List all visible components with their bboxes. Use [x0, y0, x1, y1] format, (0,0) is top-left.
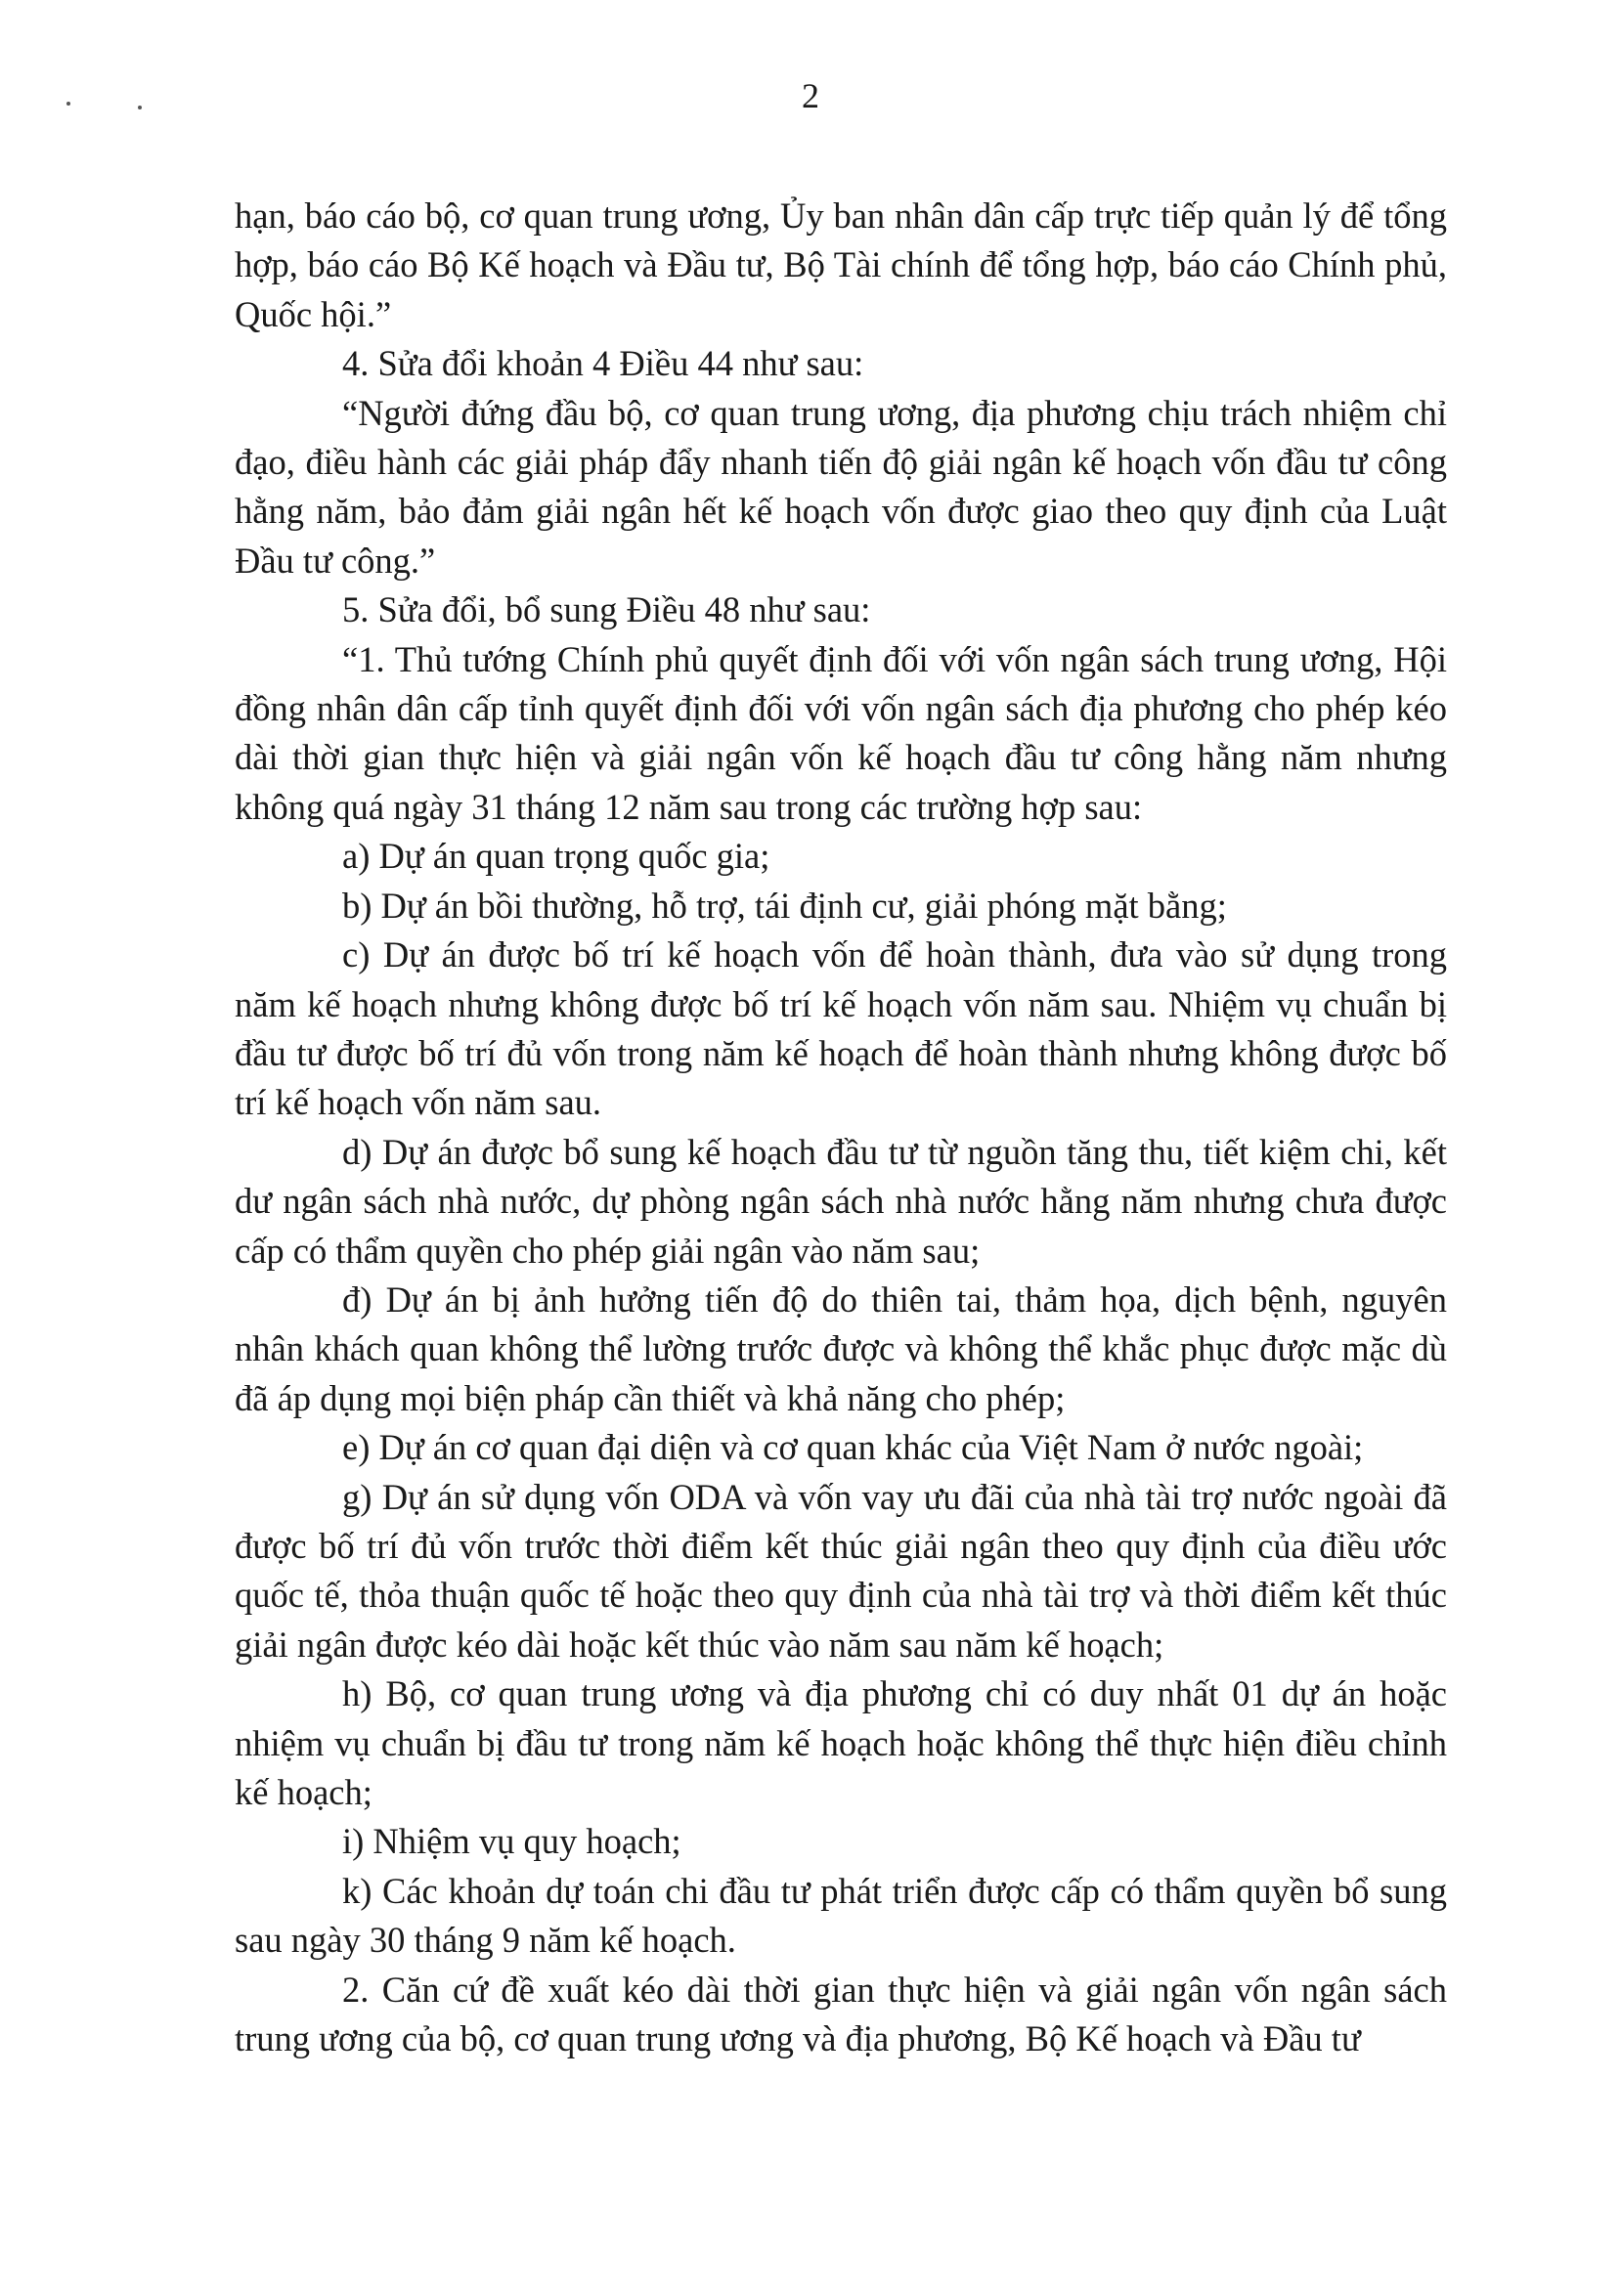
- paragraph: k) Các khoản dự toán chi đầu tư phát triển được cấp có thẩm quyền bổ sung sau ngày 30 tháng 9 năm kế hoạch.: [235, 1870, 1447, 1961]
- scan-speck: [138, 106, 142, 109]
- paragraph: b) Dự án bồi thường, hỗ trợ, tái định cư, giải phóng mặt bằng;: [342, 885, 1227, 926]
- paragraph: đ) Dự án bị ảnh hưởng tiến độ do thiên tai, thảm họa, dịch bệnh, nguyên nhân khách quan không thể lường trước được và không thể khắc phục được mặc dù đã áp dụng mọi biện pháp cần thiết và khả năng cho phép;: [235, 1278, 1447, 1418]
- document-body: [235, 192, 1447, 2063]
- paragraph: g) Dự án sử dụng vốn ODA và vốn vay ưu đãi của nhà tài trợ nước ngoài đã được bố trí đủ vốn trước thời điểm kết thúc giải ngân theo quy định của điều ước quốc tế, thỏa thuận quốc tế hoặc theo quy định của nhà tài trợ và thời điểm kết thúc giải ngân được kéo dài hoặc kết thúc vào năm sau năm kế hoạch;: [235, 1476, 1447, 1665]
- paragraph: h) Bộ, cơ quan trung ương và địa phương chỉ có duy nhất 01 dự án hoặc nhiệm vụ chuẩn bị đầu tư trong năm kế hoạch hoặc không thể thực hiện điều chỉnh kế hoạch;: [235, 1673, 1447, 1812]
- paragraph: 4. Sửa đổi khoản 4 Điều 44 như sau:: [342, 343, 864, 384]
- paragraph: i) Nhiệm vụ quy hoạch;: [342, 1821, 681, 1862]
- scan-speck: [66, 102, 70, 106]
- paragraph: 2. Căn cứ đề xuất kéo dài thời gian thực hiện và giải ngân vốn ngân sách trung ương của bộ, cơ quan trung ương và địa phương, Bộ Kế hoạch và Đầu tư: [235, 1969, 1447, 2059]
- page-number: 2: [802, 76, 819, 115]
- paragraph: c) Dự án được bố trí kế hoạch vốn để hoàn thành, đưa vào sử dụng trong năm kế hoạch nhưng không được bố trí kế hoạch vốn năm sau. Nhiệm vụ chuẩn bị đầu tư được bố trí đủ vốn trong năm kế hoạch để hoàn thành nhưng không được bố trí kế hoạch vốn năm sau.: [235, 934, 1447, 1123]
- paragraph: e) Dự án cơ quan đại diện và cơ quan khác của Việt Nam ở nước ngoài;: [342, 1427, 1364, 1468]
- paragraph: “1. Thủ tướng Chính phủ quyết định đối với vốn ngân sách trung ương, Hội đồng nhân dân cấp tỉnh quyết định đối với vốn ngân sách địa phương cho phép kéo dài thời gian thực hiện và giải ngân vốn kế hoạch đầu tư công hằng năm nhưng không quá ngày 31 tháng 12 năm sau trong các trường hợp sau:: [235, 638, 1447, 827]
- paragraph: “Người đứng đầu bộ, cơ quan trung ương, địa phương chịu trách nhiệm chỉ đạo, điều hành các giải pháp đẩy nhanh tiến độ giải ngân kế hoạch vốn đầu tư công hằng năm, bảo đảm giải ngân hết kế hoạch vốn được giao theo quy định của Luật Đầu tư công.”: [235, 392, 1447, 581]
- paragraph: d) Dự án được bổ sung kế hoạch đầu tư từ nguồn tăng thu, tiết kiệm chi, kết dư ngân sách nhà nước, dự phòng ngân sách nhà nước hằng năm nhưng chưa được cấp có thẩm quyền cho phép giải ngân vào năm sau;: [235, 1131, 1447, 1271]
- paragraph: hạn, báo cáo bộ, cơ quan trung ương, Ủy ban nhân dân cấp trực tiếp quản lý để tổng hợp, báo cáo Bộ Kế hoạch và Đầu tư, Bộ Tài chính để tổng hợp, báo cáo Chính phủ, Quốc hội.”: [235, 195, 1447, 334]
- paragraph: 5. Sửa đổi, bổ sung Điều 48 như sau:: [342, 589, 871, 630]
- paragraph: a) Dự án quan trọng quốc gia;: [342, 836, 770, 877]
